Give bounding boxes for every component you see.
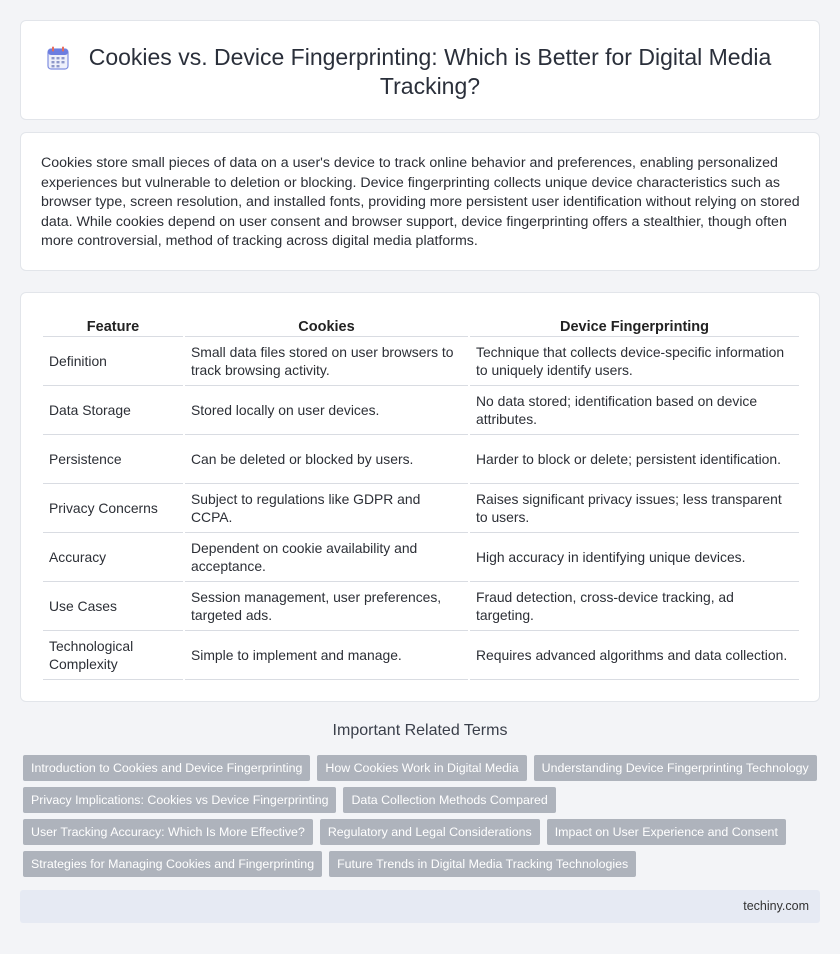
cookies-cell: Session management, user preferences, targeted ads.: [185, 582, 468, 631]
related-term-tag[interactable]: User Tracking Accuracy: Which Is More Effective?: [23, 819, 313, 845]
related-terms-list: [23, 755, 813, 883]
fingerprinting-cell: No data stored; identification based on device attributes.: [470, 386, 799, 435]
tag-row: [23, 819, 813, 845]
related-term-tag[interactable]: Impact on User Experience and Consent: [547, 819, 786, 845]
fingerprinting-cell: Harder to block or delete; persistent identification.: [470, 435, 799, 484]
cookies-cell: Small data files stored on user browsers to track browsing activity.: [185, 337, 468, 386]
related-term-tag[interactable]: Future Trends in Digital Media Tracking Technologies: [329, 851, 636, 877]
cookies-cell: Dependent on cookie availability and acceptance.: [185, 533, 468, 582]
footer: [20, 890, 820, 923]
fingerprinting-cell: High accuracy in identifying unique devices.: [470, 533, 799, 582]
table-row: [43, 582, 799, 631]
table-row: [43, 631, 799, 680]
header-cookies: Cookies: [185, 315, 468, 337]
table-row: [43, 435, 799, 484]
related-term-tag[interactable]: Privacy Implications: Cookies vs Device Fingerprinting: [23, 787, 336, 813]
table-row: [43, 533, 799, 582]
cookies-cell: Can be deleted or blocked by users.: [185, 435, 468, 484]
feature-cell: Data Storage: [43, 386, 183, 435]
cookies-cell: Subject to regulations like GDPR and CCPA.: [185, 484, 468, 533]
title-card: [20, 20, 820, 120]
header-device-fingerprinting: Device Fingerprinting: [470, 315, 799, 337]
related-term-tag[interactable]: How Cookies Work in Digital Media: [317, 755, 526, 781]
tag-row: [23, 787, 813, 813]
related-term-tag[interactable]: Strategies for Managing Cookies and Fingerprinting: [23, 851, 322, 877]
feature-cell: Privacy Concerns: [43, 484, 183, 533]
fingerprinting-cell: Technique that collects device-specific information to uniquely identify users.: [470, 337, 799, 386]
comparison-table-card: [20, 292, 820, 702]
fingerprinting-cell: Requires advanced algorithms and data collection.: [470, 631, 799, 680]
feature-cell: Definition: [43, 337, 183, 386]
table-row: [43, 386, 799, 435]
feature-cell: Accuracy: [43, 533, 183, 582]
feature-cell: Persistence: [43, 435, 183, 484]
cookies-cell: Stored locally on user devices.: [185, 386, 468, 435]
related-term-tag[interactable]: Introduction to Cookies and Device Fingerprinting: [23, 755, 310, 781]
fingerprinting-cell: Fraud detection, cross-device tracking, ad targeting.: [470, 582, 799, 631]
tag-row: [23, 851, 813, 877]
table-header-row: [43, 315, 799, 337]
related-term-tag[interactable]: Understanding Device Fingerprinting Technology: [534, 755, 817, 781]
table-row: [43, 337, 799, 386]
cookies-cell: Simple to implement and manage.: [185, 631, 468, 680]
intro-paragraph: Cookies store small pieces of data on a user's device to track online behavior and preferences, enabling personalized experiences but vulnerable to deletion or blocking. Device fingerprinting collects unique device characteristics such as browser type, screen resolution, and installed fonts, providing more persistent user identification without relying on stored data. While cookies depend on user consent and browser support, device fingerprinting offers a stealthier, though often more controversial, method of tracking across digital media platforms.: [41, 155, 800, 250]
related-term-tag[interactable]: Regulatory and Legal Considerations: [320, 819, 540, 845]
feature-cell: Use Cases: [43, 582, 183, 631]
table-row: [43, 484, 799, 533]
comparison-table: [41, 315, 801, 680]
intro-card: [20, 132, 820, 271]
tag-row: [23, 755, 813, 781]
feature-cell: Technological Complexity: [43, 631, 183, 680]
header-feature: Feature: [43, 315, 183, 337]
fingerprinting-cell: Raises significant privacy issues; less transparent to users.: [470, 484, 799, 533]
related-terms-heading: Important Related Terms: [332, 722, 508, 739]
related-term-tag[interactable]: Data Collection Methods Compared: [343, 787, 555, 813]
page-title: Cookies vs. Device Fingerprinting: Which is Better for Digital Media Tracking?: [88, 44, 772, 99]
footer-site-link[interactable]: techiny.com: [743, 899, 809, 913]
